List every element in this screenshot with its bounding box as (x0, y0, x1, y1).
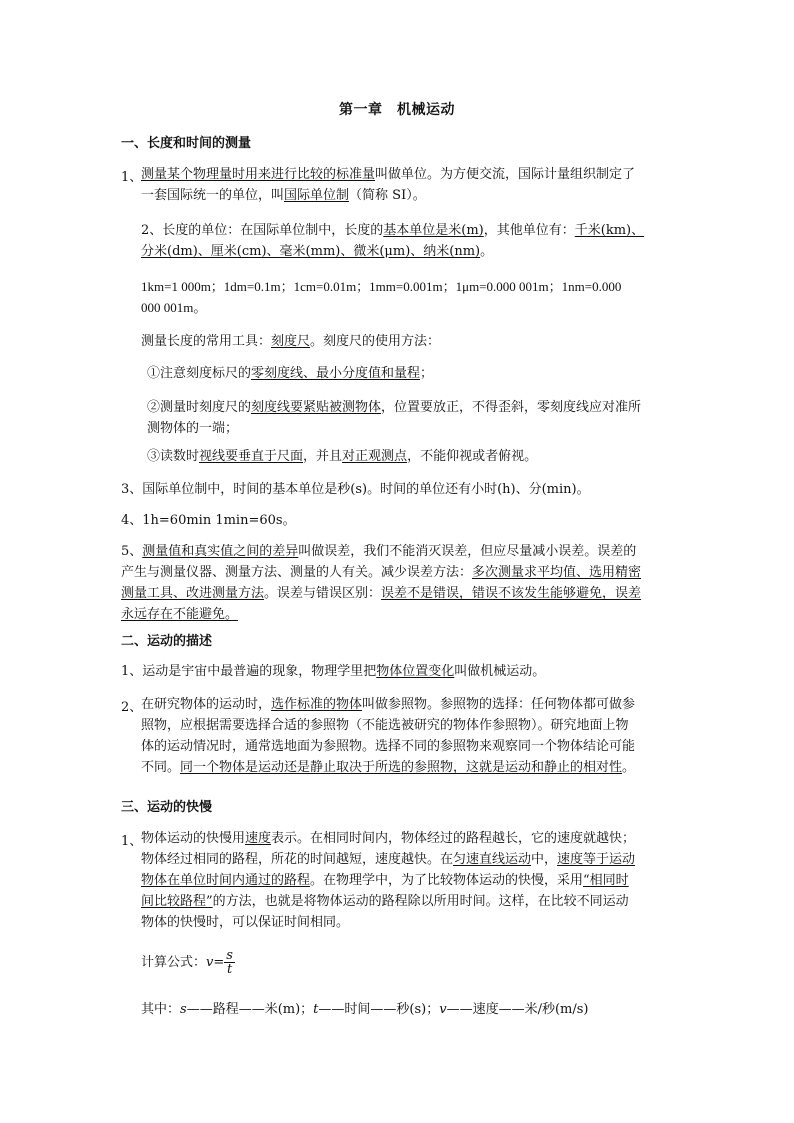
underlined-term: 刻度线要紧贴被测物体 (251, 400, 382, 415)
underlined-term: 选作标准的物体 (271, 697, 363, 712)
item-number: 1、 (121, 834, 143, 849)
paragraph-reference-frame: 在研究物体的运动时，选作标准的物体叫做参照物。参照物的选择：任何物体都可做参 照物，应根据需要选择合适的参照物（不能选被研究的物体作参照物）。研究地面上物 体的运动情况时，通常选地面为参照物。选择不同的参照物来观察同一个物体结论可能 不同。同一个物体是运动还是静止取决于所选的参照物，这就是运动和静止的相对性。 (141, 697, 636, 775)
formula-denominator: t (227, 962, 233, 977)
paragraph-ruler-step-3: ③读数时视线要垂直于尺面，并且对正观测点，不能仰视或者俯视。 (147, 449, 538, 464)
formula-numerator: s (226, 948, 233, 963)
underlined-term: 速度 (245, 831, 272, 846)
paragraph-speed: 物体运动的快慢用速度表示。在相同时间内，物体经过的路程越长，它的速度就越快； 物体经过相同的路程，所花的时间越短，速度越快。在匀速直线运动中，速度等于运动 物体在单位时间内通过的路程。在物理学中，为了比较物体运动的快慢，采用“相同时 间比较路程”的方法，也就是将物体运动的路程除以所用时间。这样，在比较不同运动 物体的快慢时，可以保证时间相同。 (141, 831, 636, 930)
underlined-term: 速度等于运动 (557, 852, 636, 867)
paragraph-length-units: 2、长度的单位：在国际单位制中，长度的基本单位是米(m)，其他单位有：千米(km)、 分米(dm)、厘米(cm)、毫米(mm)、微米(μm)、纳米(nm)。 (141, 223, 645, 259)
underlined-term: 零刻度线、最小分度值和量程 (251, 366, 421, 381)
formula-symbol-definitions: 其中：s——路程——米(m)；t——时间——秒(s)；v——速度——米/秒(m/s) (141, 1002, 589, 1017)
formula-fraction (224, 949, 235, 976)
chapter-title: 第一章 机械运动 (339, 102, 455, 118)
paragraph-unit-definition: 测量某个物理量时用来进行比较的标准量叫做单位。为方便交流，国际计量组织制定了 一套国际统一的单位，叫国际单位制（简称 SI）。 (141, 167, 636, 203)
paragraph-mechanical-motion: 1、运动是宇宙中最普遍的现象，物理学里把物体位置变化叫做机械运动。 (121, 664, 546, 679)
section-heading-1: 一、长度和时间的测量 (121, 136, 252, 151)
paragraph-unit-conversions: 1km=1 000m；1dm=0.1m；1cm=0.01m；1mm=0.001m；1μm=0.000 001m；1nm=0.000 000 001m。 (141, 279, 622, 315)
paragraph-ruler-tool: 测量长度的常用工具：刻度尺。刻度尺的使用方法： (141, 334, 441, 349)
underlined-term: 同一个物体是运动还是静止取决于所选的参照物，这就是运动和静止的相对性 (180, 760, 623, 775)
underlined-term: 永远存在不能避免。 (121, 607, 239, 622)
underlined-term: 测量值和真实值之间的差异 (142, 544, 299, 559)
underlined-term: 刻度尺 (271, 334, 311, 349)
underlined-term: 测量某个物理量时用来进行比较的标准量 (141, 167, 376, 182)
underlined-term: “相同时 (583, 873, 629, 888)
underlined-term: 多次测量求平均值、选用精密 (472, 565, 642, 580)
underlined-term: 千米(km)、 (574, 223, 645, 238)
paragraph-ruler-step-1: ①注意刻度标尺的零刻度线、最小分度值和量程； (147, 366, 434, 381)
underlined-term: 分米(dm)、厘米(cm)、毫米(mm)、微米(μm)、纳米(nm) (141, 244, 481, 259)
underlined-term: 测量工具、改进测量方法 (121, 586, 265, 601)
underlined-term: 国际单位制 (284, 188, 350, 203)
underlined-term: 视线要垂直于尺面 (199, 449, 304, 464)
item-number: 1、 (121, 170, 143, 185)
section-heading-2: 二、运动的描述 (121, 634, 213, 649)
underlined-term: 误差不是错误，错误不该发生能够避免，误差 (381, 586, 642, 601)
paragraph-time-units: 3、国际单位制中，时间的基本单位是秒(s)。时间的单位还有小时(h)、分(min)。 (121, 482, 590, 497)
section-heading-3: 三、运动的快慢 (121, 800, 213, 815)
underlined-term: 物体在单位时间内通过的路程 (141, 873, 311, 888)
underlined-term: 物体位置变化 (376, 664, 455, 679)
paragraph-time-conversion: 4、1h=60min 1min=60s。 (121, 513, 296, 528)
underlined-term: 间比较路程” (141, 894, 213, 909)
paragraph-ruler-step-2: ②测量时刻度尺的刻度线要紧贴被测物体，位置要放正，不得歪斜，零刻度线应对准所 测物体的一端； (147, 400, 642, 436)
item-number: 2、 (121, 700, 143, 715)
speed-formula: 计算公式：v= $\frac{s}{t}$ (141, 948, 233, 977)
underlined-term: 基本单位是米(m) (383, 223, 484, 238)
paragraph-error: 5、测量值和真实值之间的差异叫做误差，我们不能消灭误差，但应尽量减小误差。误差的 产生与测量仪器、测量方法、测量的人有关。减少误差方法：多次测量求平均值、选用精密 测量工具、改进测量方法。误差与错误区别：误差不是错误，错误不该发生能够避免，误差 永远存在不能避免。 (121, 544, 642, 622)
underlined-term: 匀速直线运动 (453, 852, 532, 867)
underlined-term: 对正观测点 (342, 449, 408, 464)
formula-var-v: v (206, 955, 214, 970)
